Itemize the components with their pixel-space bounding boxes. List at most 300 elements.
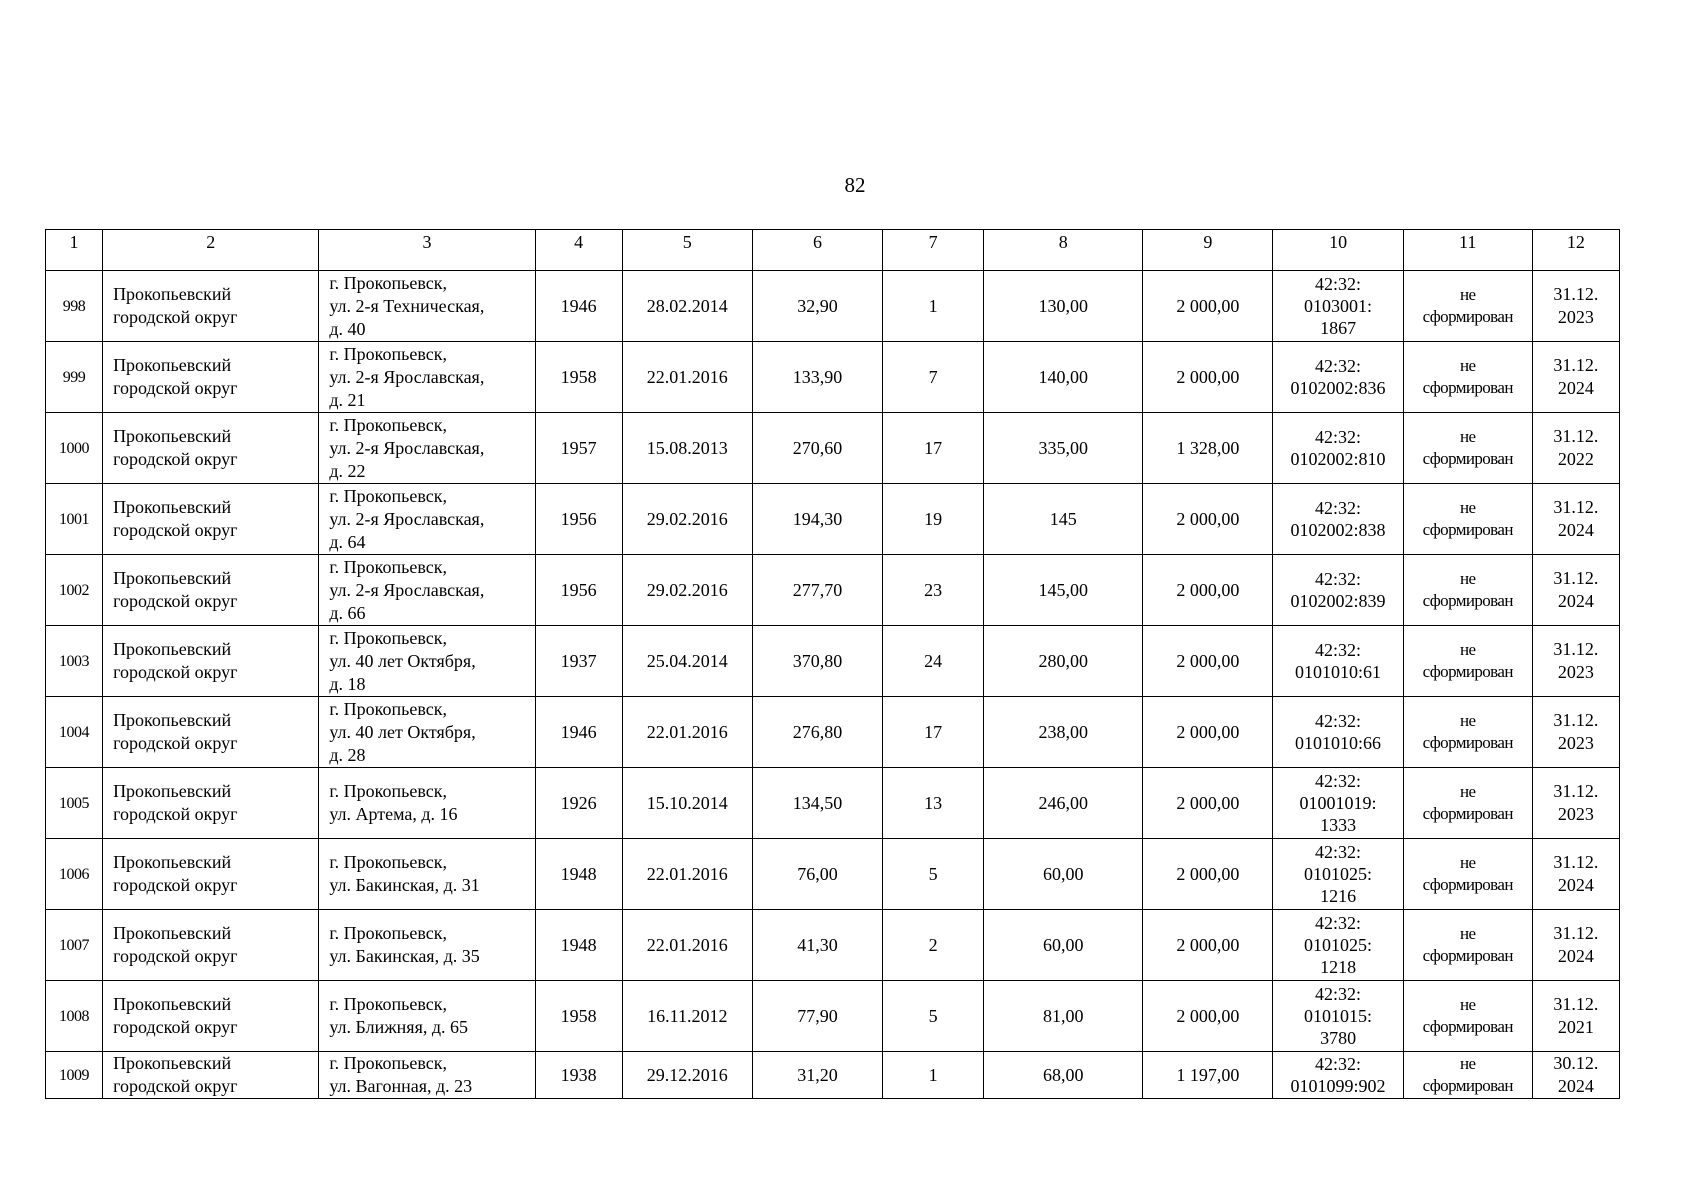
- land-status-line: не: [1459, 853, 1476, 872]
- table-body: [46, 230, 1620, 1099]
- land-area-cell: 145: [984, 484, 1143, 555]
- deadline-line: 31.12.: [1553, 497, 1599, 517]
- deadline-cell: [1532, 484, 1619, 555]
- address-line: г. Прокопьевск,: [329, 556, 447, 577]
- municipality-line: городской округ: [113, 733, 238, 753]
- address-line: г. Прокопьевск,: [329, 485, 447, 506]
- residents-cell: 23: [883, 555, 984, 626]
- municipality-line: городской округ: [113, 307, 238, 327]
- deadline-cell: [1532, 981, 1619, 1052]
- land-status-line: сформирован: [1422, 520, 1513, 539]
- address-cell: [319, 981, 535, 1052]
- municipality-line: Прокопьевский: [113, 355, 232, 375]
- deadline-line: 31.12.: [1553, 284, 1599, 304]
- cadastral-number-line: 42:32:: [1315, 842, 1362, 862]
- address-cell: [319, 555, 535, 626]
- deadline-cell: [1532, 768, 1619, 839]
- land-area-cell: 81,00: [984, 981, 1143, 1052]
- row-number-cell: 998: [46, 271, 103, 342]
- municipality-cell: [103, 768, 319, 839]
- column-number-header: 7: [883, 230, 984, 271]
- area-cell: 134,50: [752, 768, 882, 839]
- row-number-cell: 1005: [46, 768, 103, 839]
- table-row: [46, 697, 1620, 768]
- column-number-header: 3: [319, 230, 535, 271]
- municipality-cell: [103, 697, 319, 768]
- address-cell: [319, 697, 535, 768]
- land-status-line: не: [1459, 1054, 1476, 1073]
- address-line: г. Прокопьевск,: [329, 272, 447, 293]
- emergency-date-cell: 25.04.2014: [622, 626, 752, 697]
- land-status-line: сформирован: [1422, 733, 1513, 752]
- cadastral-number-line: 42:32:: [1315, 274, 1362, 294]
- land-status-cell: [1403, 697, 1532, 768]
- deadline-cell: [1532, 910, 1619, 981]
- table-row: [46, 342, 1620, 413]
- cadastral-number-cell: [1273, 768, 1403, 839]
- cadastral-number-line: 0101025:: [1304, 935, 1373, 955]
- address-line: г. Прокопьевск,: [329, 343, 447, 364]
- address-line: г. Прокопьевск,: [329, 852, 447, 872]
- land-status-line: не: [1459, 782, 1476, 801]
- cadastral-number-cell: [1273, 271, 1403, 342]
- land-status-line: не: [1459, 498, 1476, 517]
- land-status-line: не: [1459, 569, 1476, 588]
- municipality-cell: [103, 413, 319, 484]
- emergency-date-cell: 22.01.2016: [622, 697, 752, 768]
- address-line: д. 66: [329, 602, 366, 623]
- address-cell: [319, 342, 535, 413]
- deadline-line: 2024: [1557, 520, 1594, 540]
- address-line: г. Прокопьевск,: [329, 1053, 447, 1073]
- column-number-header: 4: [535, 230, 622, 271]
- municipality-line: Прокопьевский: [113, 568, 232, 588]
- cadastral-number-line: 0101025:: [1304, 864, 1373, 884]
- residents-cell: 17: [883, 697, 984, 768]
- area-cell: 31,20: [752, 1052, 882, 1099]
- year-built-cell: 1926: [535, 768, 622, 839]
- address-line: г. Прокопьевск,: [329, 923, 447, 943]
- cadastral-number-line: 0101010:66: [1295, 733, 1382, 753]
- column-number-header: 9: [1143, 230, 1273, 271]
- cadastral-number-cell: [1273, 342, 1403, 413]
- land-status-line: не: [1459, 427, 1476, 446]
- land-area-cell: 60,00: [984, 839, 1143, 910]
- value-cell: 2 000,00: [1143, 697, 1273, 768]
- address-cell: [319, 484, 535, 555]
- value-cell: 1 197,00: [1143, 1052, 1273, 1099]
- land-status-line: сформирован: [1422, 591, 1513, 610]
- municipality-line: Прокопьевский: [113, 1053, 232, 1073]
- emergency-date-cell: 29.02.2016: [622, 555, 752, 626]
- year-built-cell: 1937: [535, 626, 622, 697]
- deadline-line: 2024: [1557, 946, 1594, 966]
- value-cell: 2 000,00: [1143, 626, 1273, 697]
- row-number-cell: 1009: [46, 1052, 103, 1099]
- address-line: г. Прокопьевск,: [329, 698, 447, 719]
- address-line: ул. Бакинская, д. 35: [329, 946, 480, 966]
- deadline-line: 2024: [1557, 591, 1594, 611]
- area-cell: 277,70: [752, 555, 882, 626]
- cadastral-number-cell: [1273, 413, 1403, 484]
- deadline-line: 31.12.: [1553, 568, 1599, 588]
- deadline-line: 2022: [1557, 449, 1594, 469]
- land-status-cell: [1403, 910, 1532, 981]
- deadline-line: 31.12.: [1553, 710, 1599, 730]
- municipality-line: Прокопьевский: [113, 639, 232, 659]
- value-cell: 2 000,00: [1143, 839, 1273, 910]
- cadastral-number-line: 42:32:: [1315, 569, 1362, 589]
- cadastral-number-line: 0102002:838: [1290, 520, 1386, 540]
- deadline-cell: [1532, 413, 1619, 484]
- address-line: ул. 2-я Техническая,: [329, 295, 485, 316]
- column-number-header: 11: [1403, 230, 1532, 271]
- address-line: д. 28: [329, 744, 366, 765]
- table-row: [46, 768, 1620, 839]
- address-line: ул. 2-я Ярославская,: [329, 437, 485, 458]
- deadline-line: 2024: [1557, 378, 1594, 398]
- deadline-cell: [1532, 1052, 1619, 1099]
- row-number-cell: 999: [46, 342, 103, 413]
- table-row: [46, 839, 1620, 910]
- municipality-line: городской округ: [113, 875, 238, 895]
- land-status-cell: [1403, 768, 1532, 839]
- address-line: ул. Вагонная, д. 23: [329, 1076, 473, 1096]
- municipality-line: Прокопьевский: [113, 781, 232, 801]
- cadastral-number-line: 42:32:: [1315, 913, 1362, 933]
- municipality-cell: [103, 1052, 319, 1099]
- area-cell: 270,60: [752, 413, 882, 484]
- address-line: ул. 2-я Ярославская,: [329, 366, 485, 387]
- cadastral-number-line: 0101099:902: [1290, 1076, 1386, 1096]
- land-status-line: не: [1459, 924, 1476, 943]
- year-built-cell: 1958: [535, 981, 622, 1052]
- column-number-row: [46, 230, 1620, 271]
- municipality-line: Прокопьевский: [113, 497, 232, 517]
- area-cell: 194,30: [752, 484, 882, 555]
- cadastral-number-line: 0102002:839: [1290, 591, 1386, 611]
- address-line: д. 40: [329, 318, 366, 339]
- municipality-line: городской округ: [113, 946, 238, 966]
- deadline-line: 31.12.: [1553, 355, 1599, 375]
- table-row: [46, 1052, 1620, 1099]
- residents-cell: 24: [883, 626, 984, 697]
- cadastral-number-cell: [1273, 1052, 1403, 1099]
- land-status-cell: [1403, 484, 1532, 555]
- land-status-cell: [1403, 981, 1532, 1052]
- land-status-cell: [1403, 555, 1532, 626]
- municipality-line: Прокопьевский: [113, 923, 232, 943]
- land-area-cell: 145,00: [984, 555, 1143, 626]
- address-line: д. 18: [329, 673, 366, 694]
- land-area-cell: 68,00: [984, 1052, 1143, 1099]
- municipality-line: городской округ: [113, 1076, 238, 1096]
- column-number-header: 5: [622, 230, 752, 271]
- address-line: ул. 40 лет Октября,: [329, 650, 476, 671]
- land-status-line: сформирован: [1422, 307, 1513, 326]
- land-area-cell: 280,00: [984, 626, 1143, 697]
- area-cell: 41,30: [752, 910, 882, 981]
- table-row: [46, 910, 1620, 981]
- deadline-cell: [1532, 697, 1619, 768]
- column-number-header: 2: [103, 230, 319, 271]
- land-status-cell: [1403, 342, 1532, 413]
- residents-cell: 17: [883, 413, 984, 484]
- area-cell: 76,00: [752, 839, 882, 910]
- address-line: д. 21: [329, 389, 366, 410]
- year-built-cell: 1958: [535, 342, 622, 413]
- address-line: ул. 2-я Ярославская,: [329, 579, 485, 600]
- land-status-line: сформирован: [1422, 1076, 1513, 1095]
- land-area-cell: 130,00: [984, 271, 1143, 342]
- value-cell: 2 000,00: [1143, 768, 1273, 839]
- deadline-cell: [1532, 342, 1619, 413]
- table-row: [46, 271, 1620, 342]
- area-cell: 133,90: [752, 342, 882, 413]
- year-built-cell: 1946: [535, 697, 622, 768]
- deadline-line: 2023: [1557, 733, 1594, 753]
- area-cell: 32,90: [752, 271, 882, 342]
- address-line: г. Прокопьевск,: [329, 414, 447, 435]
- land-status-line: не: [1459, 356, 1476, 375]
- deadline-line: 2024: [1557, 875, 1594, 895]
- table-row: [46, 981, 1620, 1052]
- deadline-line: 2023: [1557, 307, 1594, 327]
- municipality-cell: [103, 910, 319, 981]
- area-cell: 370,80: [752, 626, 882, 697]
- cadastral-number-line: 1218: [1320, 957, 1357, 977]
- land-status-line: сформирован: [1422, 378, 1513, 397]
- cadastral-number-line: 1216: [1320, 886, 1357, 906]
- residents-cell: 1: [883, 271, 984, 342]
- year-built-cell: 1948: [535, 839, 622, 910]
- value-cell: 2 000,00: [1143, 981, 1273, 1052]
- cadastral-number-line: 0102002:810: [1290, 449, 1386, 469]
- row-number-cell: 1003: [46, 626, 103, 697]
- municipality-line: Прокопьевский: [113, 852, 232, 872]
- column-number-header: 1: [46, 230, 103, 271]
- cadastral-number-cell: [1273, 910, 1403, 981]
- land-area-cell: 238,00: [984, 697, 1143, 768]
- address-line: д. 22: [329, 460, 366, 481]
- row-number-cell: 1000: [46, 413, 103, 484]
- municipality-cell: [103, 484, 319, 555]
- value-cell: 2 000,00: [1143, 910, 1273, 981]
- residents-cell: 1: [883, 1052, 984, 1099]
- emergency-date-cell: 22.01.2016: [622, 342, 752, 413]
- value-cell: 2 000,00: [1143, 342, 1273, 413]
- address-line: г. Прокопьевск,: [329, 781, 447, 801]
- area-cell: 77,90: [752, 981, 882, 1052]
- land-status-cell: [1403, 839, 1532, 910]
- row-number-cell: 1006: [46, 839, 103, 910]
- municipality-cell: [103, 555, 319, 626]
- municipality-line: городской округ: [113, 378, 238, 398]
- row-number-cell: 1007: [46, 910, 103, 981]
- address-cell: [319, 1052, 535, 1099]
- address-line: ул. 2-я Ярославская,: [329, 508, 485, 529]
- address-line: г. Прокопьевск,: [329, 994, 447, 1014]
- land-area-cell: 246,00: [984, 768, 1143, 839]
- column-number-header: 8: [984, 230, 1143, 271]
- municipality-line: городской округ: [113, 520, 238, 540]
- year-built-cell: 1957: [535, 413, 622, 484]
- deadline-line: 2023: [1557, 662, 1594, 682]
- deadline-line: 31.12.: [1553, 852, 1599, 872]
- address-cell: [319, 626, 535, 697]
- land-status-cell: [1403, 626, 1532, 697]
- municipality-cell: [103, 271, 319, 342]
- municipality-line: городской округ: [113, 662, 238, 682]
- value-cell: 2 000,00: [1143, 484, 1273, 555]
- land-status-cell: [1403, 1052, 1532, 1099]
- housing-registry-table: [45, 229, 1620, 1099]
- cadastral-number-line: 42:32:: [1315, 356, 1362, 376]
- land-area-cell: 335,00: [984, 413, 1143, 484]
- emergency-date-cell: 29.12.2016: [622, 1052, 752, 1099]
- land-status-line: сформирован: [1422, 875, 1513, 894]
- emergency-date-cell: 29.02.2016: [622, 484, 752, 555]
- residents-cell: 7: [883, 342, 984, 413]
- address-cell: [319, 768, 535, 839]
- emergency-date-cell: 16.11.2012: [622, 981, 752, 1052]
- deadline-cell: [1532, 626, 1619, 697]
- municipality-line: городской округ: [113, 1017, 238, 1037]
- address-line: д. 64: [329, 531, 366, 552]
- year-built-cell: 1948: [535, 910, 622, 981]
- deadline-line: 31.12.: [1553, 923, 1599, 943]
- cadastral-number-line: 42:32:: [1315, 427, 1362, 447]
- address-cell: [319, 413, 535, 484]
- deadline-line: 31.12.: [1553, 639, 1599, 659]
- address-cell: [319, 910, 535, 981]
- cadastral-number-line: 1333: [1320, 815, 1357, 835]
- residents-cell: 2: [883, 910, 984, 981]
- emergency-date-cell: 28.02.2014: [622, 271, 752, 342]
- cadastral-number-line: 42:32:: [1315, 771, 1362, 791]
- area-cell: 276,80: [752, 697, 882, 768]
- municipality-cell: [103, 342, 319, 413]
- deadline-line: 2023: [1557, 804, 1594, 824]
- land-status-line: сформирован: [1422, 1017, 1513, 1036]
- year-built-cell: 1956: [535, 555, 622, 626]
- municipality-line: городской округ: [113, 591, 238, 611]
- residents-cell: 19: [883, 484, 984, 555]
- page-number: 82: [844, 173, 866, 197]
- deadline-line: 2024: [1557, 1076, 1594, 1096]
- row-number-cell: 1002: [46, 555, 103, 626]
- emergency-date-cell: 15.10.2014: [622, 768, 752, 839]
- land-status-line: сформирован: [1422, 946, 1513, 965]
- municipality-line: Прокопьевский: [113, 710, 232, 730]
- emergency-date-cell: 22.01.2016: [622, 839, 752, 910]
- deadline-line: 31.12.: [1553, 781, 1599, 801]
- table-row: [46, 413, 1620, 484]
- value-cell: 2 000,00: [1143, 555, 1273, 626]
- year-built-cell: 1938: [535, 1052, 622, 1099]
- deadline-cell: [1532, 271, 1619, 342]
- land-status-line: сформирован: [1422, 449, 1513, 468]
- deadline-line: 31.12.: [1553, 994, 1599, 1014]
- cadastral-number-cell: [1273, 484, 1403, 555]
- land-area-cell: 140,00: [984, 342, 1143, 413]
- value-cell: 1 328,00: [1143, 413, 1273, 484]
- municipality-line: Прокопьевский: [113, 994, 232, 1014]
- cadastral-number-line: 0101010:61: [1295, 662, 1382, 682]
- row-number-cell: 1004: [46, 697, 103, 768]
- land-status-cell: [1403, 413, 1532, 484]
- address-line: ул. Ближняя, д. 65: [329, 1017, 469, 1037]
- cadastral-number-cell: [1273, 555, 1403, 626]
- table-row: [46, 626, 1620, 697]
- address-line: ул. Артема, д. 16: [329, 804, 458, 824]
- cadastral-number-line: 42:32:: [1315, 498, 1362, 518]
- cadastral-number-line: 0102002:836: [1290, 378, 1386, 398]
- land-status-cell: [1403, 271, 1532, 342]
- cadastral-number-cell: [1273, 697, 1403, 768]
- municipality-line: Прокопьевский: [113, 426, 232, 446]
- municipality-cell: [103, 981, 319, 1052]
- cadastral-number-line: 01001019:: [1299, 793, 1377, 813]
- address-cell: [319, 839, 535, 910]
- address-line: ул. 40 лет Октября,: [329, 721, 476, 742]
- deadline-cell: [1532, 839, 1619, 910]
- cadastral-number-cell: [1273, 981, 1403, 1052]
- cadastral-number-line: 42:32:: [1315, 711, 1362, 731]
- land-status-line: не: [1459, 640, 1476, 659]
- value-cell: 2 000,00: [1143, 271, 1273, 342]
- cadastral-number-line: 0101015:: [1304, 1006, 1373, 1026]
- address-line: ул. Бакинская, д. 31: [329, 875, 480, 895]
- residents-cell: 5: [883, 839, 984, 910]
- table-row: [46, 555, 1620, 626]
- table-row: [46, 484, 1620, 555]
- land-status-line: не: [1459, 711, 1476, 730]
- land-status-line: сформирован: [1422, 804, 1513, 823]
- column-number-header: 6: [752, 230, 882, 271]
- municipality-line: городской округ: [113, 449, 238, 469]
- residents-cell: 13: [883, 768, 984, 839]
- column-number-header: 10: [1273, 230, 1403, 271]
- cadastral-number-line: 3780: [1320, 1028, 1357, 1048]
- emergency-date-cell: 15.08.2013: [622, 413, 752, 484]
- municipality-line: Прокопьевский: [113, 284, 232, 304]
- column-number-header: 12: [1532, 230, 1619, 271]
- land-status-line: не: [1459, 995, 1476, 1014]
- cadastral-number-line: 42:32:: [1315, 1054, 1362, 1074]
- row-number-cell: 1001: [46, 484, 103, 555]
- cadastral-number-line: 42:32:: [1315, 640, 1362, 660]
- land-status-line: сформирован: [1422, 662, 1513, 681]
- municipality-cell: [103, 839, 319, 910]
- municipality-cell: [103, 626, 319, 697]
- cadastral-number-cell: [1273, 839, 1403, 910]
- land-area-cell: 60,00: [984, 910, 1143, 981]
- cadastral-number-line: 0103001:: [1304, 296, 1373, 316]
- row-number-cell: 1008: [46, 981, 103, 1052]
- emergency-date-cell: 22.01.2016: [622, 910, 752, 981]
- deadline-line: 30.12.: [1553, 1053, 1599, 1073]
- land-status-line: не: [1459, 285, 1476, 304]
- deadline-cell: [1532, 555, 1619, 626]
- municipality-line: городской округ: [113, 804, 238, 824]
- address-cell: [319, 271, 535, 342]
- cadastral-number-line: 42:32:: [1315, 984, 1362, 1004]
- deadline-line: 2021: [1557, 1017, 1594, 1037]
- deadline-line: 31.12.: [1553, 426, 1599, 446]
- address-line: г. Прокопьевск,: [329, 627, 447, 648]
- cadastral-number-line: 1867: [1320, 318, 1357, 338]
